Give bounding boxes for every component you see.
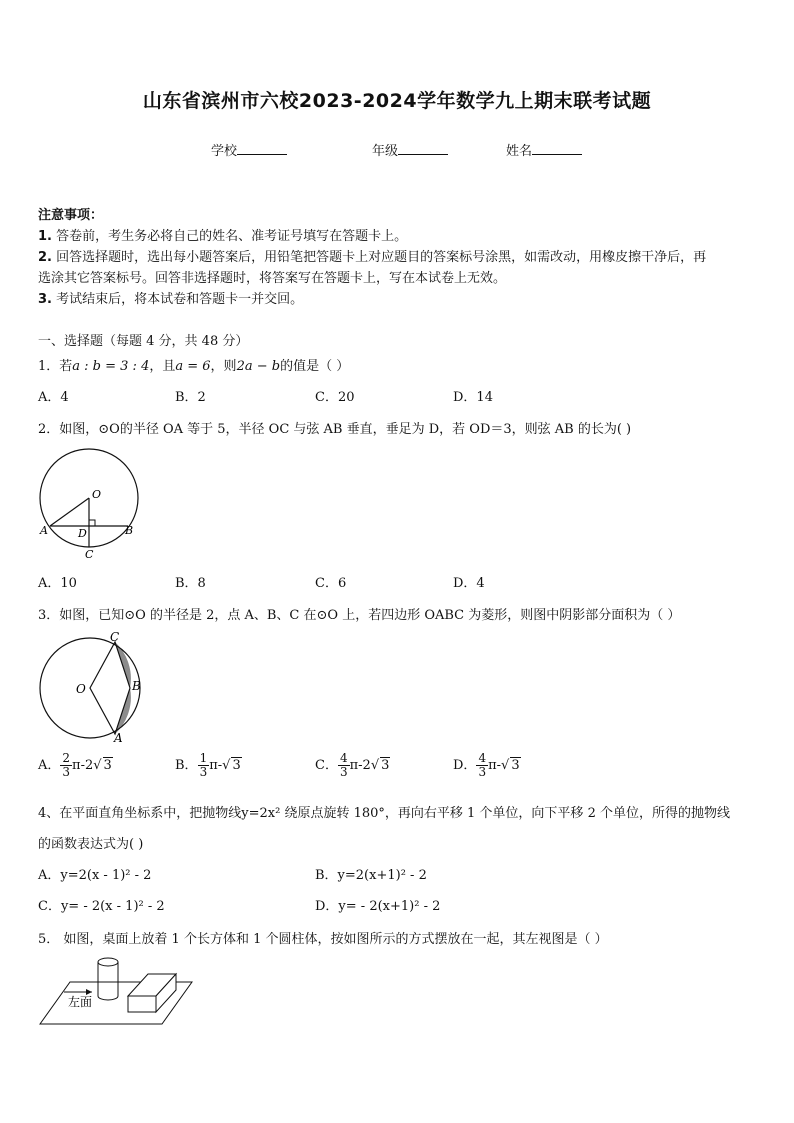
- q3-option-d: D． $\frac{4}{3}$ π-√ 3: [453, 751, 520, 779]
- page-title: 山东省滨州市六校2023-2024学年数学九上期末联考试题: [142, 90, 652, 112]
- q5-cylinder-top: [98, 958, 118, 966]
- question-4-line-1: 4、在平面直角坐标系中，把抛物线y=2x² 绕原点旋转 180°，再向右平移 1 个单位，向下平移 2 个单位，所得的抛物线: [38, 806, 730, 821]
- q5-label-left-view: 左面: [68, 995, 93, 1009]
- question-3: 3．如图，已知⊙O 的半径是 2，点 A、B、C 在⊙O 上，若四边形 OABC 为菱形，则图中阴影部分面积为（ ）: [38, 608, 681, 623]
- school-field: 学校: [211, 140, 287, 159]
- q3-label-a: A: [114, 731, 123, 745]
- question-2: 2．如图，⊙O的半径 OA 等于 5，半径 OC 与弦 AB 垂直，垂足为 D，若 OD＝3，则弦 AB 的长为( ): [38, 422, 632, 437]
- q3-option-c: C． $\frac{4}{3}$ π-2√ 3: [315, 751, 390, 779]
- question-4-line-2: 的函数表达式为( ): [38, 837, 144, 852]
- note-2-cont: 选涂其它答案标号。回答非选择题时，将答案写在答题卡上，写在本试卷上无效。: [38, 271, 507, 286]
- q2-label-a: A: [40, 524, 48, 537]
- q1-option-c: C．20: [315, 390, 355, 405]
- q2-option-d: D．4: [453, 576, 485, 591]
- q2-radius-oa: [50, 498, 89, 526]
- section-choice-heading: 一、选择题（每题 4 分，共 48 分）: [38, 334, 249, 349]
- q2-label-o: O: [92, 488, 102, 501]
- q3-label-b: B: [132, 679, 141, 693]
- note-1: 1. 答卷前，考生务必将自己的姓名、准考证号填写在答题卡上。: [38, 229, 408, 244]
- q4-option-c: C．y= - 2(x - 1)² - 2: [38, 899, 165, 914]
- q1-option-b: B．2: [175, 390, 206, 405]
- q4-option-d: D．y= - 2(x+1)² - 2: [315, 899, 441, 914]
- q2-right-angle-mark: [89, 520, 95, 526]
- name-field: 姓名: [506, 140, 582, 159]
- q3-option-b: B． $\frac{1}{3}$ π-√ 3: [175, 751, 241, 779]
- q2-label-c: C: [85, 548, 94, 561]
- note-2: 2. 回答选择题时，选出每小题答案后，用铅笔把答题卡上对应题目的答案标号涂黑，如需改动，用橡皮擦干净后，再: [38, 250, 707, 265]
- question-1: 1．若a : b = 3 : 4，且a = 6，则2a − b的值是（ ）: [38, 359, 350, 374]
- q3-label-c: C: [110, 630, 120, 644]
- q3-option-a: A． $\frac{2}{3}$ π-2√ 3: [38, 751, 112, 779]
- q3-label-o: O: [76, 682, 86, 696]
- q3-rhombus-figure: [30, 630, 160, 746]
- q1-option-a: A．4: [38, 390, 69, 405]
- q2-circle-figure: [36, 446, 146, 562]
- q5-solids-figure: [36, 952, 196, 1028]
- note-3: 3. 考试结束后，将本试卷和答题卡一并交回。: [38, 292, 304, 307]
- q4-option-b: B．y=2(x+1)² - 2: [315, 868, 427, 883]
- q5-box-front: [128, 996, 156, 1012]
- q2-option-c: C．6: [315, 576, 347, 591]
- notes-heading: 注意事项：: [38, 208, 104, 223]
- q1-option-d: D．14: [453, 390, 493, 405]
- q2-label-d: D: [78, 527, 87, 540]
- q5-cylinder-bottom: [98, 996, 118, 1000]
- q4-option-a: A．y=2(x - 1)² - 2: [38, 868, 152, 883]
- q2-option-a: A．10: [38, 576, 77, 591]
- question-5: 5． 如图，桌面上放着 1 个长方体和 1 个圆柱体，按如图所示的方式摆放在一起，其左视图是（ ）: [38, 932, 608, 947]
- q2-option-b: B．8: [175, 576, 206, 591]
- q2-label-b: B: [125, 524, 134, 537]
- grade-field: 年级: [372, 140, 448, 159]
